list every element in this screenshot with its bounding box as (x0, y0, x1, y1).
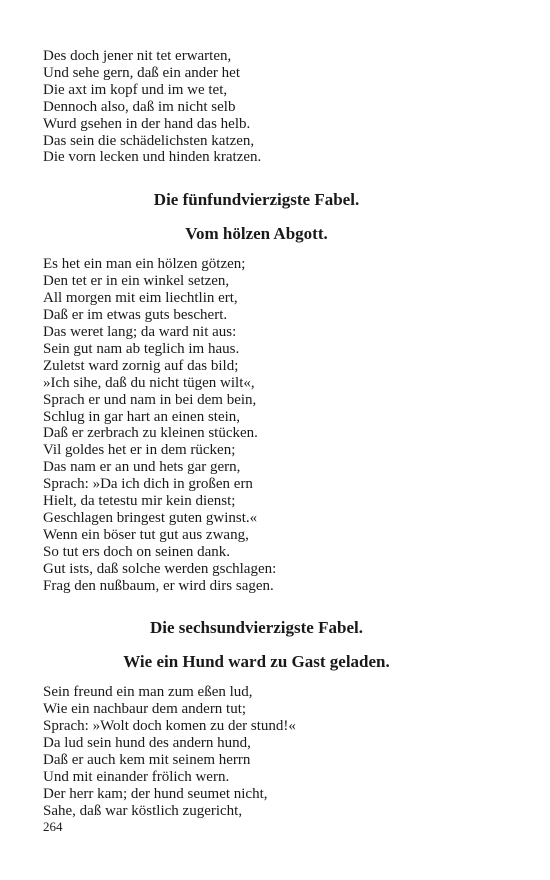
intro-verse (43, 48, 513, 166)
verse-line: Das weret lang; da ward nit aus: (43, 323, 237, 340)
fable-46-subtitle: Wie ein Hund ward zu Gast geladen. (123, 652, 390, 672)
verse-line: Geschlagen bringest guten gwinst.« (43, 509, 258, 526)
verse-line: Frag den nußbaum, er wird dirs sagen. (43, 577, 274, 594)
verse-line: Hielt, da tetestu mir kein dienst; (43, 493, 236, 510)
verse-line: »Ich sihe, daß du nicht tügen wilt«, (43, 374, 255, 391)
verse-line: Wenn ein böser tut gut aus zwang, (43, 526, 249, 543)
verse-line: Des doch jener nit tet erwarten, (43, 48, 232, 64)
verse-line: Sprach: »Wolt doch komen zu der stund!« (43, 718, 296, 735)
verse-line: Sein gut nam ab teglich im haus. (43, 340, 240, 357)
fable-46-title: Die sechsundvierzigste Fabel. (150, 618, 363, 638)
fable-45-title: Die fünfundvierzigste Fabel. (153, 190, 360, 210)
verse-line: Dennoch also, daß im nicht selb (43, 98, 236, 115)
verse-line: Und sehe gern, daß ein ander het (43, 64, 241, 81)
verse-line: Sprach er und nam in bei dem bein, (43, 391, 257, 408)
verse-line: Daß er zerbrach zu kleinen stücken. (43, 425, 258, 442)
fable-45-verse (43, 256, 513, 594)
verse-line: Wurd gsehen in der hand das helb. (43, 115, 251, 132)
verse-line: Es het ein man ein hölzen götzen; (43, 256, 246, 273)
verse-line: Sprach: »Da ich dich in großen ern (43, 476, 253, 493)
verse-line: Die vorn lecken und hinden kratzen. (43, 149, 262, 166)
verse-line: Da lud sein hund des andern hund, (43, 735, 251, 752)
verse-line: Wie ein nachbaur dem andern tut; (43, 701, 247, 718)
verse-line: Sein freund ein man zum eßen lud, (43, 684, 253, 701)
verse-line: Das nam er an und hets gar gern, (43, 459, 241, 476)
verse-line: Und mit einander frölich wern. (43, 769, 230, 785)
verse-line: Vil goldes het er in dem rücken; (43, 442, 236, 459)
verse-line: Den tet er in ein winkel setzen, (43, 273, 230, 290)
verse-line: Daß er im etwas guts beschert. (43, 307, 228, 324)
verse-line: Das sein die schädelichsten katzen, (43, 132, 255, 149)
verse-line: Sahe, daß war köstlich zugericht, (43, 802, 243, 819)
verse-line: Schlug in gar hart an einen stein, (43, 408, 241, 425)
book-page (43, 48, 513, 820)
verse-line: Zuletst ward zornig auf das bild; (43, 357, 239, 374)
verse-line: Gut ists, daß solche werden gschlagen: (43, 560, 277, 577)
page-number: 264 (43, 819, 63, 834)
verse-line: Die axt im kopf und im we tet, (43, 81, 228, 98)
verse-line: Der herr kam; der hund seumet nicht, (43, 785, 268, 802)
verse-line: Daß er auch kem mit seinem herrn (43, 752, 251, 769)
verse-line: All morgen mit eim liechtlin ert, (43, 290, 238, 307)
verse-line: So tut ers doch on seinen dank. (43, 543, 231, 560)
fable-45-subtitle: Vom hölzen Abgott. (185, 224, 328, 244)
fable-46-verse (43, 684, 513, 819)
